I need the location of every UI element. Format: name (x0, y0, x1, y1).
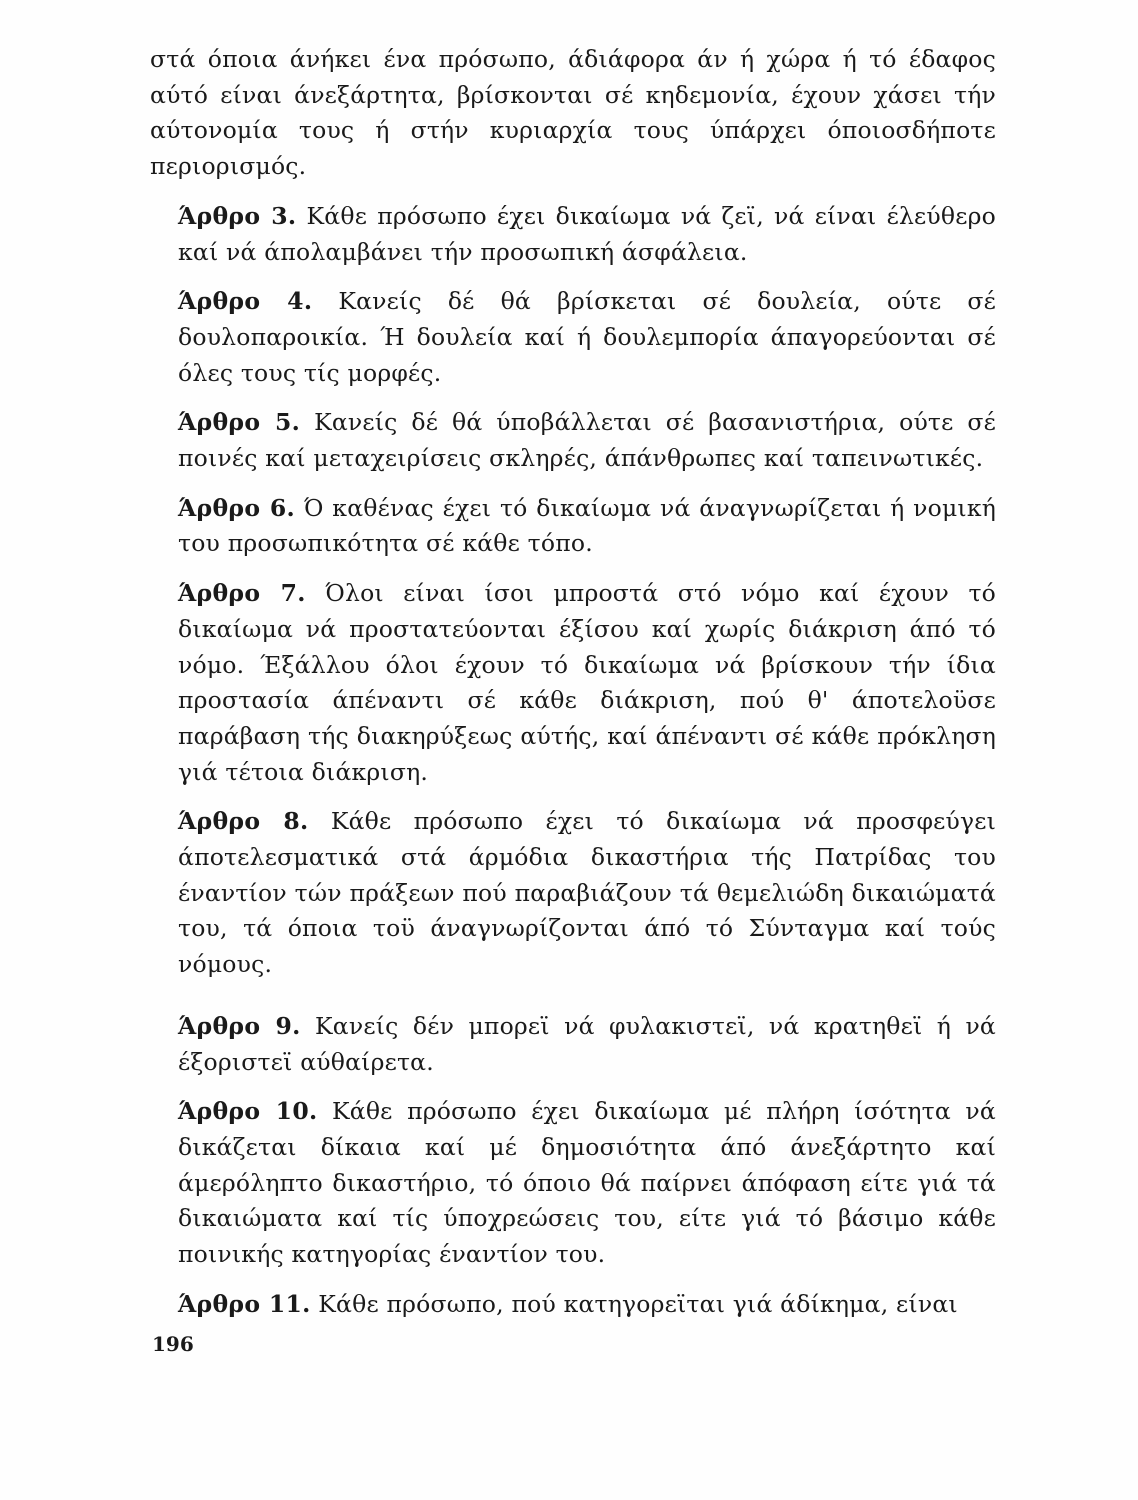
article-5 (150, 405, 996, 476)
paragraph-text: στά όποια άνήκει ένα πρόσωπο, άδιάφορα άν ή χώρα ή τό έδαφος αύτό είναι άνεξάρτητα, βρίσκονται σέ κηδεμονία, έχουν χάσει τήν αύτονομία τους ή στήν κυριαρχία τους ύπάρχει όποιοσδήποτε περιορισμός. (150, 45, 996, 181)
article-text: Ό καθένας έχει τό δικαίωμα νά άναγνωρίζεται ή νομική του προσωπικότητα σέ κάθε τόπο. (178, 493, 997, 558)
article-text: Κανείς δέ θά ύποβάλλεται σέ βασανιστήρια, ούτε σέ ποινές καί μεταχειρίσεις σκληρές, άπάνθρωπες καί ταπεινωτικές. (178, 408, 997, 473)
article-label: Άρθρο 9. (178, 1011, 301, 1040)
article-10 (150, 1094, 996, 1273)
paragraph-continuation (150, 42, 996, 185)
article-label: Άρθρο 11. (178, 1289, 311, 1318)
body-text (150, 42, 996, 1323)
page-number: 196 (152, 1332, 194, 1356)
article-4 (150, 284, 996, 391)
article-8 (150, 804, 996, 983)
article-3 (150, 199, 996, 270)
article-label: Άρθρο 4. (178, 287, 313, 316)
article-label: Άρθρο 5. (178, 408, 301, 437)
article-9 (150, 1009, 996, 1080)
article-label: Άρθρο 10. (178, 1097, 318, 1126)
article-text: Όλοι είναι ίσοι μπροστά στό νόμο καί έχουν τό δικαίωμα νά προστατεύονται έξίσου καί χωρίς διάκριση άπό τό νόμο. Έξάλλου όλοι έχουν τό δικαίωμα νά βρίσκουν τήν ίδια προστασία άπέναντι σέ κάθε διάκριση, πού θ' άποτελοϋσε παράβαση τής διακηρύξεως αύτής, καί άπέναντι σέ κάθε πρόκληση γιά τέτοια διάκριση. (178, 579, 996, 786)
article-text: Κάθε πρόσωπο έχει δικαίωμα μέ πλήρη ίσότητα νά δικάζεται δίκαια καί μέ δημοσιότητα άπό άνεξάρτητο καί άμερόληπτο δικαστήριο, τό όποιο θά παίρνει άπόφαση είτε γιά τά δικαιώματα καί τίς ύποχρεώσεις του, είτε γιά τό βάσιμο κάθε ποινικής κατηγορίας έναντίον του. (178, 1097, 996, 1269)
article-label: Άρθρο 3. (178, 201, 297, 230)
article-text: Κανείς δέ θά βρίσκεται σέ δουλεία, ούτε σέ δουλοπαροικία. Ή δουλεία καί ή δουλεμπορία άπαγορεύονται σέ όλες τους τίς μορφές. (178, 287, 996, 387)
article-label: Άρθρο 7. (178, 579, 306, 608)
article-label: Άρθρο 6. (178, 493, 296, 522)
article-text: Κάθε πρόσωπο έχει δικαίωμα νά ζεϊ, νά είναι έλεύθερο καί νά άπολαμβάνει τήν προσωπική άσφάλεια. (178, 201, 996, 266)
article-text: Κάθε πρόσωπο έχει τό δικαίωμα νά προσφεύγει άποτελεσματικά στά άρμόδια δικαστήρια τής Πατρίδας του έναντίον τών πράξεων πού παραβιάζουν τά θεμελιώδη δικαιώματά του, τά όποια τοϋ άναγνωρίζονται άπό τό Σύνταγμα καί τούς νόμους. (178, 807, 997, 979)
article-label: Άρθρο 8. (178, 807, 309, 836)
article-text: Κάθε πρόσωπο, πού κατηγορεϊται γιά άδίκημα, είναι (318, 1289, 958, 1318)
article-11 (150, 1287, 996, 1323)
article-7 (150, 576, 996, 790)
article-6 (150, 491, 996, 562)
article-text: Κανείς δέν μπορεϊ νά φυλακιστεϊ, νά κρατηθεϊ ή νά έξοριστεϊ αύθαίρετα. (178, 1011, 996, 1076)
